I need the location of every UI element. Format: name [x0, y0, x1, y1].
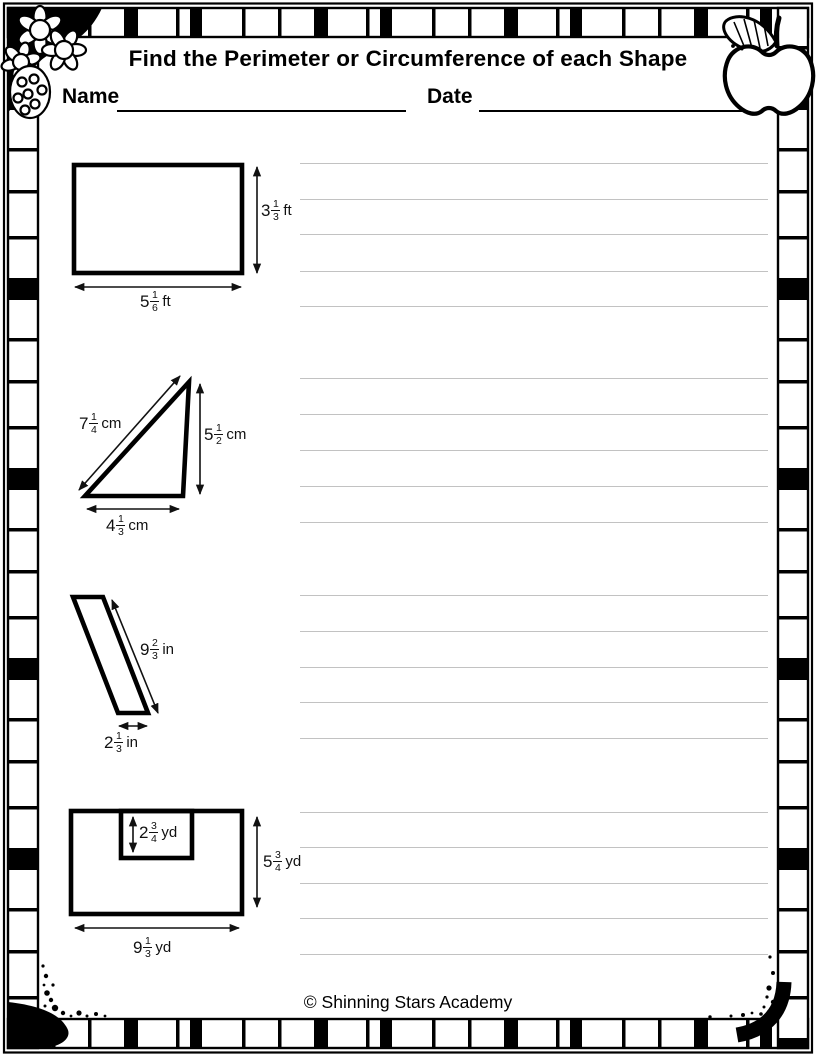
answer-line[interactable] — [300, 522, 768, 523]
answer-line[interactable] — [300, 883, 768, 884]
answer-line[interactable] — [300, 595, 768, 596]
answer-line[interactable] — [300, 954, 768, 955]
date-line[interactable] — [479, 110, 745, 112]
answer-line[interactable] — [300, 378, 768, 379]
triangle-base-label: 4 $\frac{1}{3}$ cm — [106, 513, 149, 538]
answer-line[interactable] — [300, 812, 768, 813]
figure-parallelogram — [73, 597, 158, 726]
triangle-hypotenuse-label: 7 $\frac{1}{4}$ cm — [79, 411, 122, 436]
parallelogram-base-label: 2 $\frac{1}{3}$ in — [104, 730, 138, 755]
notched-rect-width-label: 9 $\frac{1}{3}$ yd — [133, 935, 172, 960]
answer-line[interactable] — [300, 271, 768, 272]
answer-line[interactable] — [300, 738, 768, 739]
worksheet-title: Find the Perimeter or Circumference of each Shape — [128, 46, 688, 71]
figure-right-triangle — [79, 376, 200, 509]
rect-height-label: 3 $\frac{1}{3}$ ft — [261, 198, 292, 223]
answer-line[interactable] — [300, 918, 768, 919]
answer-line[interactable] — [300, 414, 768, 415]
answer-line[interactable] — [300, 847, 768, 848]
answer-line[interactable] — [300, 667, 768, 668]
figure-rectangle — [74, 165, 257, 287]
answer-line[interactable] — [300, 631, 768, 632]
answer-line[interactable] — [300, 306, 768, 307]
answer-line[interactable] — [300, 234, 768, 235]
answer-line[interactable] — [300, 486, 768, 487]
footer-credit: © Shinning Stars Academy — [303, 992, 513, 1012]
notch-depth-label: 2 $\frac{3}{4}$ yd — [139, 820, 178, 845]
answer-line[interactable] — [300, 199, 768, 200]
answer-line[interactable] — [300, 702, 768, 703]
name-label: Name — [62, 85, 120, 108]
answer-line[interactable] — [300, 163, 768, 164]
name-line[interactable] — [117, 110, 406, 112]
date-label: Date — [427, 85, 473, 108]
triangle-side-label: 5 $\frac{1}{2}$ cm — [204, 422, 247, 447]
rect-width-label: 5 $\frac{1}{6}$ ft — [140, 289, 171, 314]
parallelogram-side-label: 9 $\frac{2}{3}$ in — [140, 637, 174, 662]
notched-rect-height-label: 5 $\frac{3}{4}$ yd — [263, 849, 302, 874]
answer-line[interactable] — [300, 450, 768, 451]
